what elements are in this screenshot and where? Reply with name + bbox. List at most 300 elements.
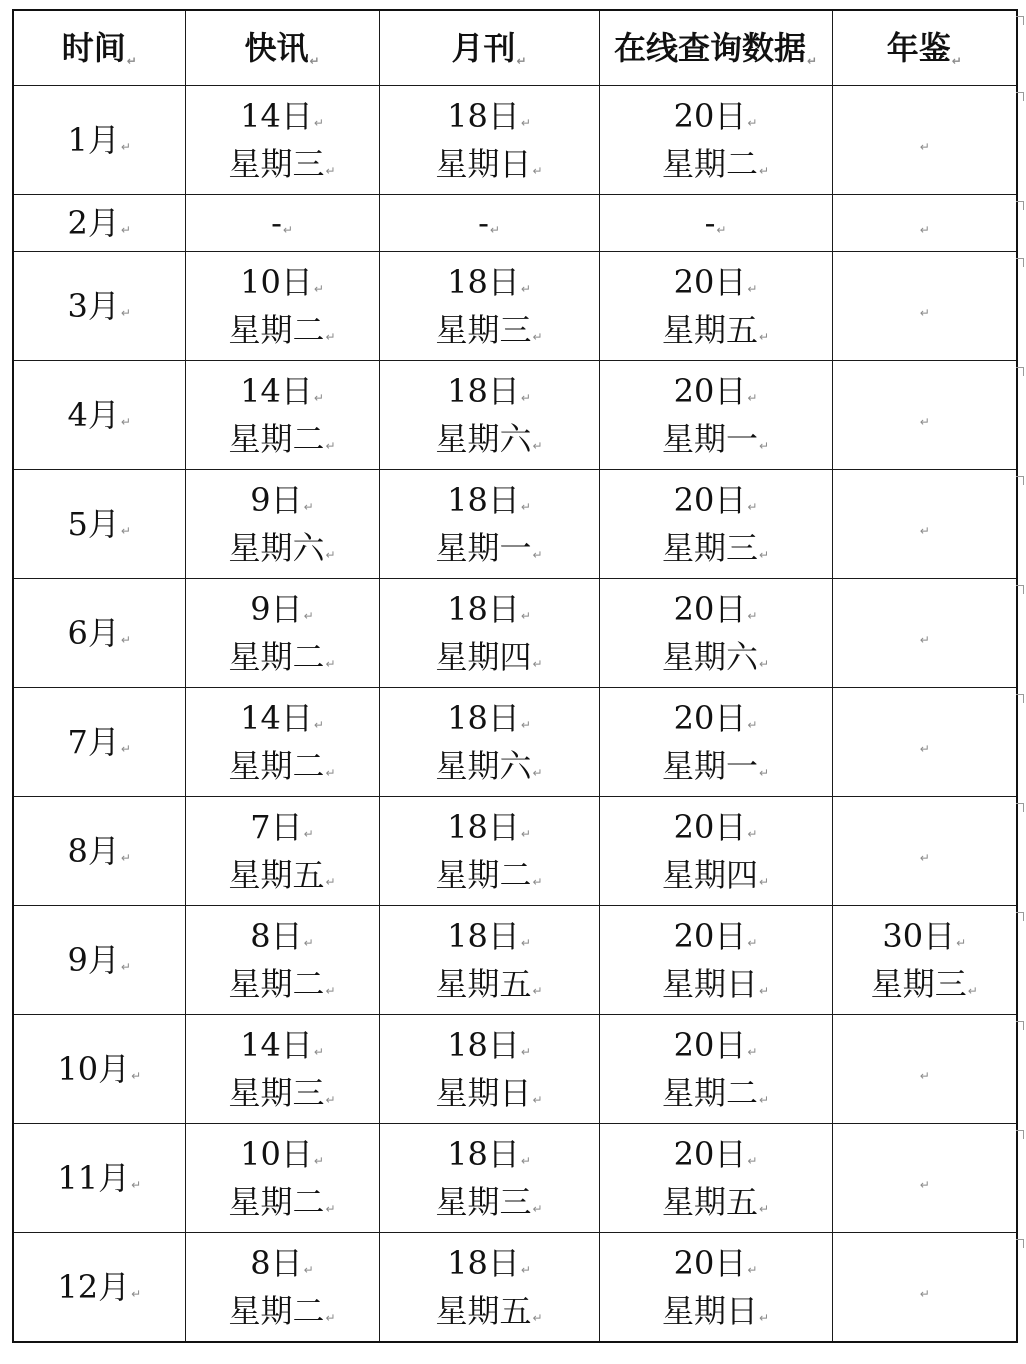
- paragraph-mark-icon: ↵: [919, 633, 930, 647]
- paragraph-mark-icon: ↵: [520, 116, 531, 130]
- date-text: -: [271, 204, 282, 242]
- paragraph-mark-icon: ↵: [758, 657, 770, 671]
- month-label: 7月: [67, 723, 120, 761]
- date-line: [380, 367, 599, 415]
- monthly-date-cell: [379, 1015, 599, 1124]
- paragraph-mark-icon: ↵: [303, 936, 314, 950]
- weekday-text: 星期二: [228, 747, 325, 785]
- date-text: 10日: [240, 263, 313, 301]
- weekday-line: [600, 306, 832, 354]
- paragraph-mark-icon: ↵: [747, 609, 758, 623]
- date-text: 20日: [673, 699, 747, 737]
- flash-date-cell: [185, 195, 379, 252]
- weekday-line: [600, 851, 832, 899]
- online-data-date-cell: [599, 579, 832, 688]
- paragraph-mark-icon: ↵: [120, 742, 131, 756]
- paragraph-mark-icon: ↵: [520, 827, 531, 841]
- date-line: [186, 258, 379, 306]
- date-line: [186, 694, 379, 742]
- weekday-text: 星期五: [661, 1183, 758, 1221]
- month-cell: [13, 579, 185, 688]
- date-text: 18日: [447, 590, 520, 628]
- date-line: [380, 199, 599, 247]
- row-end-marker-icon: [1016, 367, 1024, 376]
- weekday-line: [380, 960, 599, 1008]
- flash-date-cell: [185, 797, 379, 906]
- online-data-date-cell: [599, 1124, 832, 1233]
- weekday-text: 星期五: [435, 965, 532, 1003]
- date-text: 9日: [250, 590, 303, 628]
- paragraph-mark-icon: ↵: [919, 524, 930, 538]
- weekday-text: 星期日: [435, 1074, 532, 1112]
- yearbook-date-cell: [832, 688, 1017, 797]
- paragraph-mark-icon: ↵: [120, 415, 131, 429]
- date-text: 14日: [240, 699, 313, 737]
- date-text: 14日: [240, 1026, 313, 1064]
- date-line: [186, 1239, 379, 1287]
- monthly-date-cell: [379, 688, 599, 797]
- paragraph-mark-icon: ↵: [919, 1178, 930, 1192]
- monthly-date-cell: [379, 470, 599, 579]
- weekday-line: [380, 1069, 599, 1117]
- paragraph-mark-icon: ↵: [131, 1287, 142, 1301]
- weekday-line: [186, 140, 379, 188]
- paragraph-mark-icon: ↵: [758, 330, 770, 344]
- row-end-marker-icon: [1016, 912, 1024, 921]
- weekday-line: [600, 415, 832, 463]
- month-label: 5月: [67, 505, 120, 543]
- online-data-date-cell: [599, 1015, 832, 1124]
- table-row: [13, 252, 1017, 361]
- weekday-text: 星期三: [228, 1074, 325, 1112]
- month-cell: [13, 1233, 185, 1343]
- table-row: [13, 470, 1017, 579]
- weekday-line: [380, 140, 599, 188]
- paragraph-mark-icon: ↵: [325, 984, 336, 998]
- weekday-line: [600, 1069, 832, 1117]
- date-line: [380, 1239, 599, 1287]
- month-cell: [13, 906, 185, 1015]
- weekday-text: 星期三: [435, 1183, 532, 1221]
- paragraph-mark-icon: ↵: [758, 984, 770, 998]
- date-line: [380, 694, 599, 742]
- weekday-text: 星期二: [228, 638, 325, 676]
- paragraph-mark-icon: ↵: [520, 391, 531, 405]
- weekday-text: 星期一: [661, 420, 758, 458]
- row-end-marker-icon: [1016, 476, 1024, 485]
- yearbook-date-cell: [832, 1233, 1017, 1343]
- date-line: [600, 92, 832, 140]
- date-line: [600, 1130, 832, 1178]
- date-line: [380, 1021, 599, 1069]
- online-data-date-cell: [599, 797, 832, 906]
- weekday-line: [186, 1287, 379, 1335]
- paragraph-mark-icon: ↵: [303, 1263, 314, 1277]
- header-label: 快讯: [244, 29, 309, 67]
- month-label: 1月: [67, 121, 120, 159]
- monthly-date-cell: [379, 195, 599, 252]
- date-line: [380, 476, 599, 524]
- monthly-date-cell: [379, 361, 599, 470]
- date-line: [186, 367, 379, 415]
- table-row: [13, 797, 1017, 906]
- paragraph-mark-icon: ↵: [516, 54, 527, 68]
- row-end-marker-icon: [1016, 201, 1024, 210]
- paragraph-mark-icon: ↵: [532, 875, 543, 889]
- weekday-line: [186, 306, 379, 354]
- date-line: [600, 694, 832, 742]
- paragraph-mark-icon: ↵: [325, 1093, 336, 1107]
- date-text: 20日: [673, 1026, 747, 1064]
- weekday-line: [600, 633, 832, 681]
- paragraph-mark-icon: ↵: [325, 766, 336, 780]
- header-label: 在线查询数据: [613, 29, 806, 67]
- date-text: 20日: [673, 808, 747, 846]
- paragraph-mark-icon: ↵: [747, 282, 758, 296]
- weekday-text: 星期一: [435, 529, 532, 567]
- paragraph-mark-icon: ↵: [532, 548, 543, 562]
- date-line: [186, 476, 379, 524]
- online-data-date-cell: [599, 86, 832, 195]
- date-text: 10日: [240, 1135, 313, 1173]
- weekday-text: 星期二: [228, 965, 325, 1003]
- weekday-text: 星期二: [661, 1074, 758, 1112]
- table-row: [13, 906, 1017, 1015]
- table-container: [12, 9, 1018, 1343]
- paragraph-mark-icon: ↵: [325, 164, 336, 178]
- paragraph-mark-icon: ↵: [747, 1263, 758, 1277]
- paragraph-mark-icon: ↵: [747, 391, 758, 405]
- date-text: 18日: [447, 97, 520, 135]
- weekday-line: [186, 1178, 379, 1226]
- online-data-date-cell: [599, 470, 832, 579]
- weekday-line: [380, 1287, 599, 1335]
- monthly-date-cell: [379, 797, 599, 906]
- flash-date-cell: [185, 86, 379, 195]
- paragraph-mark-icon: ↵: [313, 1154, 324, 1168]
- weekday-line: [380, 306, 599, 354]
- paragraph-mark-icon: ↵: [309, 54, 320, 68]
- paragraph-mark-icon: ↵: [758, 875, 770, 889]
- flash-date-cell: [185, 361, 379, 470]
- paragraph-mark-icon: ↵: [303, 500, 314, 514]
- date-text: 18日: [447, 481, 520, 519]
- paragraph-mark-icon: ↵: [747, 500, 758, 514]
- paragraph-mark-icon: ↵: [758, 439, 770, 453]
- paragraph-mark-icon: ↵: [325, 330, 336, 344]
- date-line: [600, 1021, 832, 1069]
- weekday-line: [833, 960, 1017, 1008]
- paragraph-mark-icon: ↵: [120, 633, 131, 647]
- weekday-line: [380, 851, 599, 899]
- online-data-date-cell: [599, 252, 832, 361]
- online-data-date-cell: [599, 906, 832, 1015]
- row-end-marker-icon: [1016, 803, 1024, 812]
- paragraph-mark-icon: ↵: [325, 439, 336, 453]
- paragraph-mark-icon: ↵: [758, 1093, 770, 1107]
- paragraph-mark-icon: ↵: [758, 548, 770, 562]
- month-label: 3月: [67, 287, 120, 325]
- date-line: [186, 585, 379, 633]
- yearbook-date-cell: [832, 86, 1017, 195]
- yearbook-date-cell: [832, 579, 1017, 688]
- online-data-date-cell: [599, 1233, 832, 1343]
- date-text: -: [478, 204, 489, 242]
- flash-date-cell: [185, 1233, 379, 1343]
- date-text: 20日: [673, 481, 747, 519]
- paragraph-mark-icon: ↵: [532, 439, 543, 453]
- date-line: [380, 1130, 599, 1178]
- flash-date-cell: [185, 470, 379, 579]
- date-text: 20日: [673, 97, 747, 135]
- month-cell: [13, 1124, 185, 1233]
- weekday-line: [600, 524, 832, 572]
- paragraph-mark-icon: ↵: [747, 936, 758, 950]
- paragraph-mark-icon: ↵: [919, 742, 930, 756]
- weekday-text: 星期三: [435, 311, 532, 349]
- date-line: [186, 1130, 379, 1178]
- date-line: [380, 585, 599, 633]
- weekday-text: 星期五: [435, 1292, 532, 1330]
- date-line: [380, 803, 599, 851]
- date-text: 18日: [447, 1244, 520, 1282]
- month-label: 4月: [67, 396, 120, 434]
- weekday-text: 星期三: [228, 145, 325, 183]
- weekday-text: 星期四: [435, 638, 532, 676]
- paragraph-mark-icon: ↵: [520, 718, 531, 732]
- header-row: [13, 10, 1017, 86]
- header-cell-yearbook: [832, 10, 1017, 86]
- paragraph-mark-icon: ↵: [520, 1263, 531, 1277]
- paragraph-mark-icon: ↵: [747, 1154, 758, 1168]
- month-label: 6月: [67, 614, 120, 652]
- paragraph-mark-icon: ↵: [716, 223, 727, 237]
- paragraph-mark-icon: ↵: [120, 223, 131, 237]
- row-end-marker-icon: [1016, 16, 1024, 25]
- paragraph-mark-icon: ↵: [520, 282, 531, 296]
- monthly-date-cell: [379, 906, 599, 1015]
- paragraph-mark-icon: ↵: [120, 960, 131, 974]
- paragraph-mark-icon: ↵: [120, 140, 131, 154]
- month-label: 12月: [57, 1268, 131, 1306]
- weekday-text: 星期二: [228, 311, 325, 349]
- paragraph-mark-icon: ↵: [532, 1202, 543, 1216]
- monthly-date-cell: [379, 1124, 599, 1233]
- date-line: [380, 92, 599, 140]
- header-cell-time: [13, 10, 185, 86]
- paragraph-mark-icon: ↵: [520, 1154, 531, 1168]
- yearbook-date-cell: [832, 1015, 1017, 1124]
- monthly-date-cell: [379, 579, 599, 688]
- date-text: 8日: [250, 917, 303, 955]
- yearbook-date-cell: [832, 195, 1017, 252]
- paragraph-mark-icon: ↵: [758, 1311, 770, 1325]
- row-end-marker-icon: [1016, 585, 1024, 594]
- paragraph-mark-icon: ↵: [131, 1069, 142, 1083]
- date-text: 20日: [673, 263, 747, 301]
- weekday-line: [186, 742, 379, 790]
- weekday-text: 星期六: [435, 747, 532, 785]
- date-line: [186, 803, 379, 851]
- date-line: [186, 199, 379, 247]
- date-line: [600, 1239, 832, 1287]
- month-label: 2月: [67, 204, 120, 242]
- date-text: 18日: [447, 1135, 520, 1173]
- paragraph-mark-icon: ↵: [919, 140, 930, 154]
- weekday-text: 星期二: [228, 1292, 325, 1330]
- date-text: -: [704, 204, 716, 242]
- paragraph-mark-icon: ↵: [120, 851, 131, 865]
- table-row: [13, 1233, 1017, 1343]
- date-text: 18日: [447, 808, 520, 846]
- header-cell-online-data: [599, 10, 832, 86]
- paragraph-mark-icon: ↵: [532, 1311, 543, 1325]
- paragraph-mark-icon: ↵: [325, 548, 336, 562]
- paragraph-mark-icon: ↵: [532, 657, 543, 671]
- table-row: [13, 195, 1017, 252]
- paragraph-mark-icon: ↵: [520, 936, 531, 950]
- paragraph-mark-icon: ↵: [303, 609, 314, 623]
- paragraph-mark-icon: ↵: [325, 1311, 336, 1325]
- paragraph-mark-icon: ↵: [758, 766, 770, 780]
- paragraph-mark-icon: ↵: [131, 1178, 142, 1192]
- table-row: [13, 361, 1017, 470]
- date-line: [380, 258, 599, 306]
- date-line: [186, 1021, 379, 1069]
- row-end-marker-icon: [1016, 1021, 1024, 1030]
- paragraph-mark-icon: ↵: [806, 54, 818, 68]
- weekday-text: 星期一: [661, 747, 758, 785]
- month-label: 9月: [67, 941, 120, 979]
- weekday-line: [600, 742, 832, 790]
- date-text: 18日: [447, 917, 520, 955]
- weekday-text: 星期四: [661, 856, 758, 894]
- weekday-line: [600, 960, 832, 1008]
- month-cell: [13, 470, 185, 579]
- paragraph-mark-icon: ↵: [520, 609, 531, 623]
- date-text: 20日: [673, 917, 747, 955]
- release-schedule-table: [12, 9, 1018, 1343]
- date-text: 14日: [240, 97, 313, 135]
- paragraph-mark-icon: ↵: [313, 1045, 324, 1059]
- month-cell: [13, 361, 185, 470]
- weekday-text: 星期日: [435, 145, 532, 183]
- monthly-date-cell: [379, 86, 599, 195]
- paragraph-mark-icon: ↵: [758, 1202, 770, 1216]
- date-text: 20日: [673, 1135, 747, 1173]
- header-cell-monthly: [379, 10, 599, 86]
- row-end-marker-icon: [1016, 1239, 1024, 1248]
- date-line: [600, 476, 832, 524]
- month-cell: [13, 252, 185, 361]
- date-line: [600, 367, 832, 415]
- paragraph-mark-icon: ↵: [747, 116, 758, 130]
- header-label: 时间: [61, 29, 126, 67]
- paragraph-mark-icon: ↵: [919, 1287, 930, 1301]
- date-line: [186, 912, 379, 960]
- weekday-line: [600, 1287, 832, 1335]
- row-end-marker-icon: [1016, 92, 1024, 101]
- paragraph-mark-icon: ↵: [967, 984, 978, 998]
- table-row: [13, 1015, 1017, 1124]
- month-label: 10月: [57, 1050, 131, 1088]
- monthly-date-cell: [379, 1233, 599, 1343]
- paragraph-mark-icon: ↵: [919, 851, 930, 865]
- online-data-date-cell: [599, 195, 832, 252]
- paragraph-mark-icon: ↵: [919, 223, 930, 237]
- online-data-date-cell: [599, 688, 832, 797]
- online-data-date-cell: [599, 361, 832, 470]
- weekday-text: 星期五: [661, 311, 758, 349]
- paragraph-mark-icon: ↵: [313, 116, 324, 130]
- yearbook-date-cell: [832, 797, 1017, 906]
- date-text: 14日: [240, 372, 313, 410]
- weekday-line: [380, 415, 599, 463]
- table-row: [13, 86, 1017, 195]
- month-label: 11月: [57, 1159, 131, 1197]
- paragraph-mark-icon: ↵: [313, 282, 324, 296]
- weekday-line: [186, 851, 379, 899]
- weekday-line: [600, 140, 832, 188]
- month-cell: [13, 797, 185, 906]
- date-text: 20日: [673, 372, 747, 410]
- paragraph-mark-icon: ↵: [520, 1045, 531, 1059]
- paragraph-mark-icon: ↵: [747, 827, 758, 841]
- weekday-text: 星期二: [228, 420, 325, 458]
- weekday-text: 星期日: [661, 1292, 758, 1330]
- month-cell: [13, 1015, 185, 1124]
- paragraph-mark-icon: ↵: [520, 500, 531, 514]
- paragraph-mark-icon: ↵: [126, 54, 137, 68]
- date-text: 18日: [447, 263, 520, 301]
- weekday-line: [186, 1069, 379, 1117]
- table-row: [13, 688, 1017, 797]
- yearbook-date-cell: [832, 906, 1017, 1015]
- date-text: 8日: [250, 1244, 303, 1282]
- table-row: [13, 1124, 1017, 1233]
- date-text: 9日: [250, 481, 303, 519]
- header-label: 月刊: [451, 29, 516, 67]
- paragraph-mark-icon: ↵: [747, 1045, 758, 1059]
- weekday-line: [186, 633, 379, 681]
- row-end-marker-icon: [1016, 694, 1024, 703]
- weekday-text: 星期五: [228, 856, 325, 894]
- paragraph-mark-icon: ↵: [325, 875, 336, 889]
- flash-date-cell: [185, 252, 379, 361]
- paragraph-mark-icon: ↵: [325, 1202, 336, 1216]
- weekday-text: 星期二: [228, 1183, 325, 1221]
- weekday-text: 星期三: [661, 529, 758, 567]
- table-row: [13, 579, 1017, 688]
- month-cell: [13, 86, 185, 195]
- date-line: [833, 912, 1017, 960]
- weekday-text: 星期六: [435, 420, 532, 458]
- weekday-line: [380, 1178, 599, 1226]
- yearbook-date-cell: [832, 361, 1017, 470]
- date-line: [600, 912, 832, 960]
- paragraph-mark-icon: ↵: [303, 827, 314, 841]
- yearbook-date-cell: [832, 470, 1017, 579]
- date-text: 18日: [447, 1026, 520, 1064]
- date-text: 18日: [447, 372, 520, 410]
- paragraph-mark-icon: ↵: [532, 984, 543, 998]
- paragraph-mark-icon: ↵: [956, 936, 967, 950]
- flash-date-cell: [185, 688, 379, 797]
- weekday-text: 星期六: [661, 638, 758, 676]
- flash-date-cell: [185, 1124, 379, 1233]
- weekday-line: [380, 633, 599, 681]
- date-text: 7日: [250, 808, 303, 846]
